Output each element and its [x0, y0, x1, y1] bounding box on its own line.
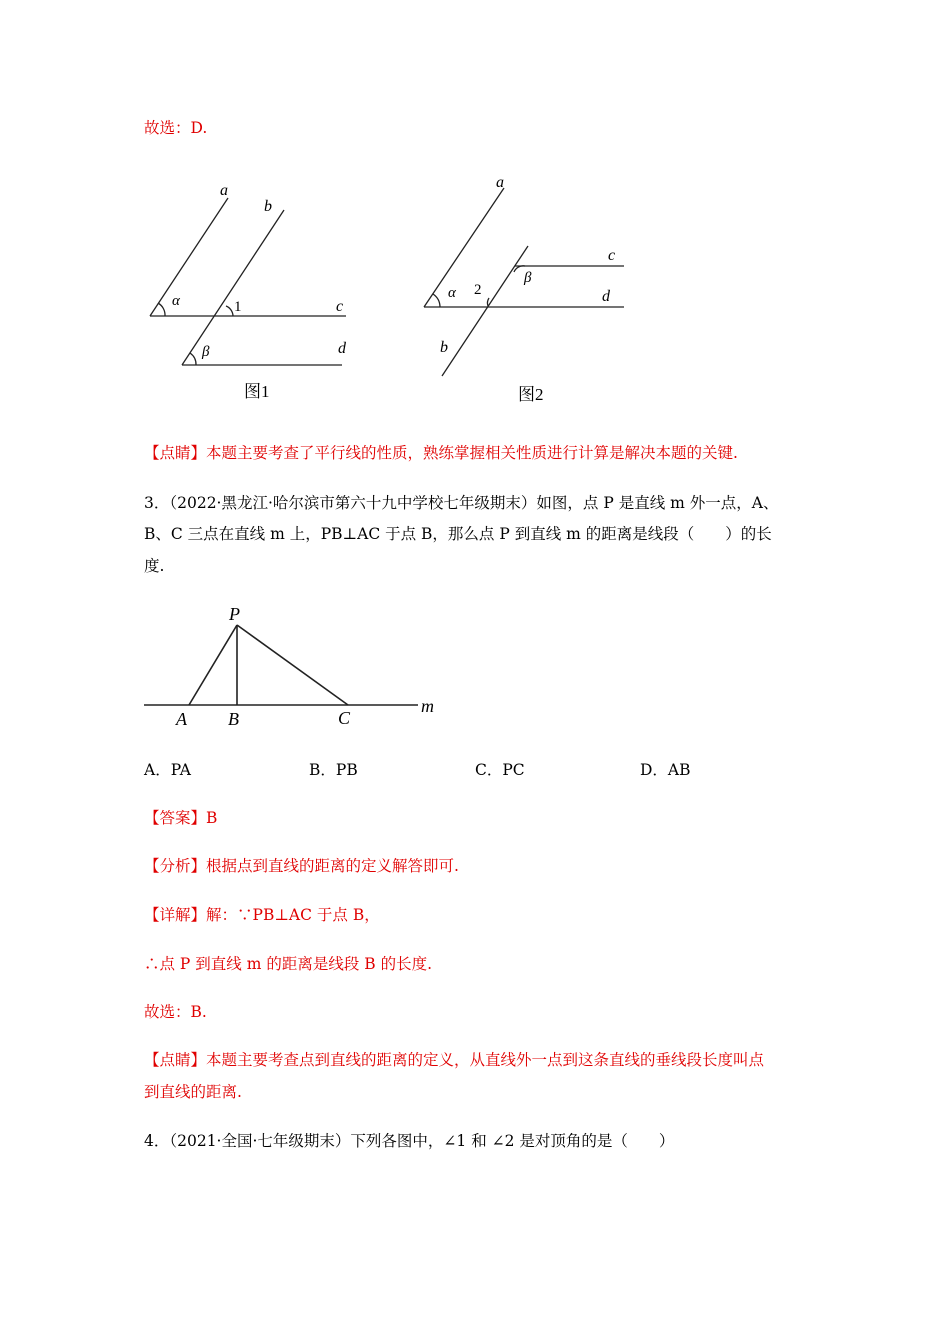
- q4-prefix: 4．（2021·全国·七年级期末）下列各图中，: [144, 1132, 444, 1150]
- analysis-tag: 【分析】: [144, 857, 207, 875]
- q3-line-1: 3．（2022·黑龙江·哈尔滨市第六十九中学校七年级期末）如图，点 P 是直线 m 外一点，A、: [144, 494, 779, 512]
- label-p: P: [229, 604, 240, 624]
- analysis: [144, 856, 459, 876]
- label-b: B: [228, 709, 239, 729]
- q4-and: 和: [466, 1132, 492, 1150]
- q3-line-3: 度.: [144, 557, 165, 575]
- answer-text: B: [206, 809, 218, 827]
- label-1: 1: [234, 299, 242, 315]
- option-c: C．PC: [475, 761, 525, 779]
- angle-beta-arc: [190, 353, 196, 365]
- conclusion-b: 故选：B.: [144, 1003, 207, 1021]
- segment-pa: [189, 625, 237, 705]
- label-2: 2: [474, 282, 482, 298]
- line-b: [182, 210, 284, 365]
- detail-tag: 【详解】: [144, 906, 207, 924]
- note-1: [144, 443, 738, 463]
- label-beta: β: [524, 270, 532, 286]
- q4-suffix: 是对顶角的是（ ）: [514, 1132, 675, 1150]
- label-a: a: [220, 182, 228, 199]
- label-d: d: [602, 288, 610, 305]
- note-1-tag: 【点睛】: [144, 444, 207, 462]
- note-2-line-1: [144, 1050, 764, 1070]
- q3-line-2: B、C 三点在直线 m 上，PB⊥AC 于点 B，那么点 P 到直线 m 的距离是线段（ ）的长: [144, 525, 772, 543]
- therefore: ∴点 P 到直线 m 的距离是线段 B 的长度.: [144, 955, 433, 973]
- label-a: a: [496, 174, 504, 191]
- label-alpha: α: [448, 285, 456, 301]
- analysis-text: 根据点到直线的距离的定义解答即可.: [206, 857, 459, 875]
- option-a: A．PA: [144, 761, 191, 779]
- option-b: B．PB: [309, 761, 358, 779]
- angle-1-arc: [226, 306, 233, 316]
- figure-2-caption: 图2: [518, 385, 544, 404]
- figure-2: [418, 170, 633, 410]
- line-a: [150, 198, 228, 316]
- segment-pc: [237, 625, 348, 705]
- note-2-tag: 【点睛】: [144, 1051, 207, 1069]
- note-1-text: 本题主要考查了平行线的性质，熟练掌握相关性质进行计算是解决本题的关键.: [206, 444, 738, 462]
- angle-alpha-arc: [158, 303, 165, 316]
- option-d: D．AB: [640, 761, 691, 779]
- label-c: C: [338, 708, 351, 728]
- note-2-line-2: 到直线的距离.: [144, 1083, 242, 1101]
- answer-tag: 【答案】: [144, 809, 207, 827]
- detail-text: 解：∵PB⊥AC 于点 B，: [206, 906, 380, 924]
- line-a: [424, 188, 504, 307]
- label-d: d: [338, 340, 346, 357]
- note-2-text-1: 本题主要考查点到直线的距离的定义，从直线外一点到这条直线的垂线段长度叫点: [206, 1051, 765, 1069]
- label-alpha: α: [172, 293, 180, 309]
- label-c: c: [336, 298, 344, 315]
- label-c: c: [608, 247, 616, 264]
- answer: [144, 808, 217, 828]
- figure-1-caption: 图1: [244, 382, 270, 401]
- label-a: A: [176, 709, 187, 729]
- conclusion-d: 故选：D.: [144, 119, 208, 137]
- label-m: m: [421, 696, 434, 716]
- q4: [144, 1131, 674, 1151]
- label-b: b: [440, 339, 448, 356]
- angle-alpha-arc: [433, 294, 440, 307]
- line-b: [442, 246, 528, 376]
- label-b: b: [264, 198, 272, 215]
- figure-3: [140, 600, 450, 735]
- figure-1: [140, 175, 370, 410]
- q4-angle-1: ∠1: [443, 1132, 467, 1150]
- q4-angle-2: ∠2: [491, 1132, 515, 1150]
- label-beta: β: [202, 344, 210, 360]
- detail: [144, 905, 380, 925]
